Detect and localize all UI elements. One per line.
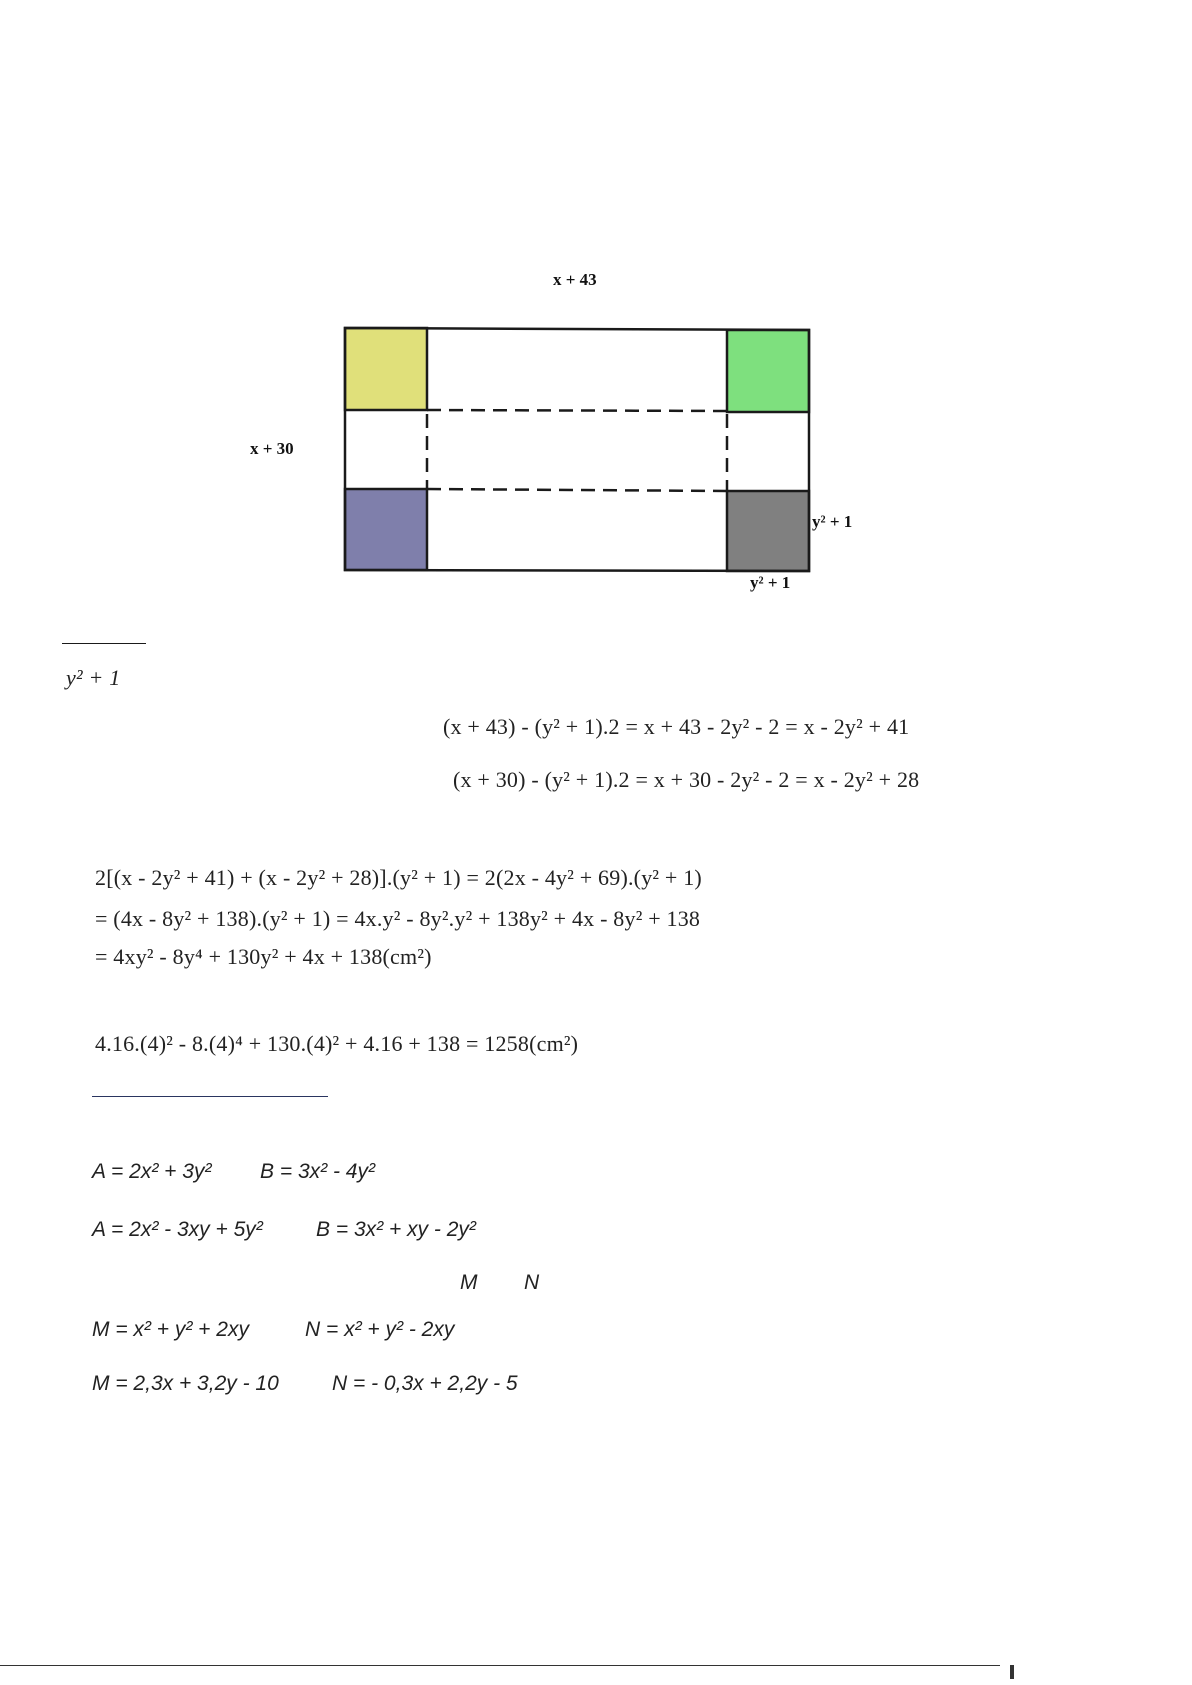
top-dimension-label: x + 43 (553, 270, 597, 289)
exercise-b-2: B = 3x² + xy - 2y² (316, 1218, 476, 1241)
fold-lines (427, 410, 727, 491)
volume-line-2: = (4x - 8y² + 138).(y² + 1) = 4x.y² - 8y².y² + 138y² + 4x - 8y² + 138 (95, 906, 701, 931)
volume-line-3: = 4xy² - 8y⁴ + 130y² + 4x + 138(cm²) (95, 944, 432, 969)
exercise-n-2: N = - 0,3x + 2,2y - 5 (332, 1372, 518, 1395)
width-expression: (x + 30) - (y² + 1).2 = x + 30 - 2y² - 2 = x - 2y² + 28 (453, 767, 920, 792)
exercise-a-1: A = 2x² + 3y² (92, 1160, 212, 1183)
exercise-m-2: M = 2,3x + 3,2y - 10 (92, 1372, 279, 1395)
box-net-figure (0, 0, 1192, 640)
length-expression: (x + 43) - (y² + 1).2 = x + 43 - 2y² - 2 = x - 2y² + 41 (443, 714, 910, 739)
footer-divider (0, 1665, 1000, 1666)
variable-m: M (460, 1271, 478, 1294)
variable-n: N (524, 1271, 540, 1294)
corner-bottom-label: y² + 1 (750, 573, 791, 592)
footer-divider-tick (1010, 1665, 1014, 1679)
corner-square-bottom-left (345, 489, 427, 570)
volume-line-1: 2[(x - 2y² + 41) + (x - 2y² + 28)].(y² + 1) = 2(2x - 4y² + 69).(y² + 1) (95, 865, 702, 890)
short-divider (62, 643, 146, 644)
evaluation-line: 4.16.(4)² - 8.(4)⁴ + 130.(4)² + 4.16 + 138 = 1258(cm²) (95, 1031, 579, 1056)
left-dimension-label: x + 30 (250, 439, 294, 458)
exercise-b-1: B = 3x² - 4y² (260, 1160, 375, 1183)
corner-square-top-left (345, 328, 427, 410)
section-divider (92, 1096, 328, 1097)
corner-square-top-right (727, 330, 809, 412)
exercise-m-1: M = x² + y² + 2xy (92, 1318, 249, 1341)
exercise-a-2: A = 2x² - 3xy + 5y² (92, 1218, 263, 1241)
side-term: y² + 1 (66, 665, 121, 690)
exercise-n-1: N = x² + y² - 2xy (305, 1318, 455, 1341)
corner-square-bottom-right (727, 491, 809, 571)
corner-side-label: y² + 1 (812, 512, 853, 531)
